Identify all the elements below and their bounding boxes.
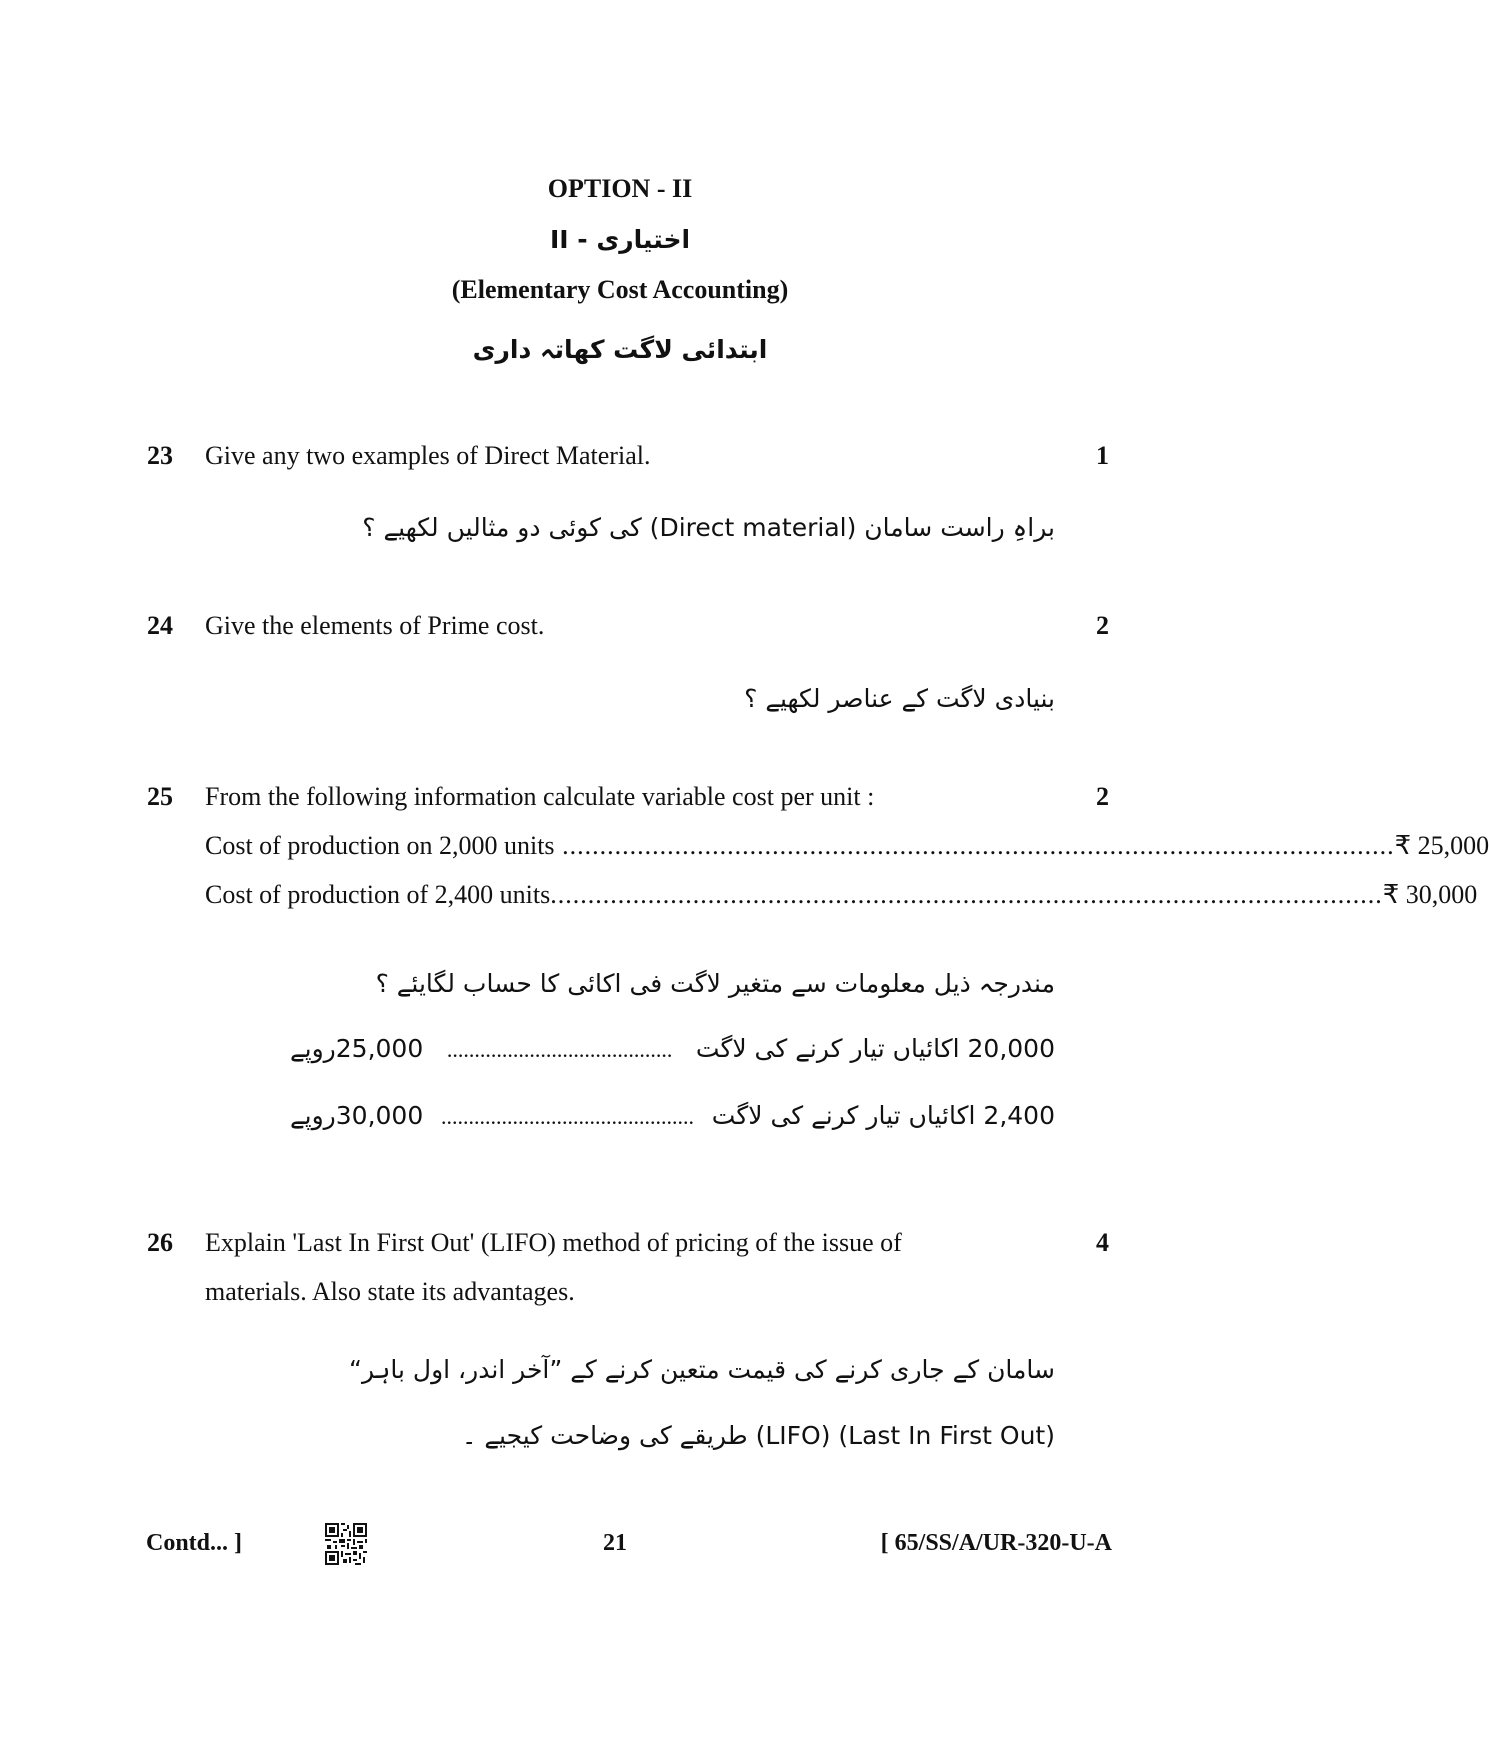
leader-dots: ............................................................................................................... <box>550 880 1383 909</box>
subject-title: (Elementary Cost Accounting) <box>451 275 789 304</box>
option-title: OPTION - II <box>547 174 693 203</box>
question-text: Explain 'Last In First Out' (LIFO) method of pricing of the issue of <box>205 1228 902 1257</box>
question-text-urdu: بنیادی لاگت کے عناصر لکھیے ؟ <box>744 684 1055 713</box>
question-marks: 2 <box>1096 782 1109 811</box>
row-label: Cost of production on 2,000 units <box>205 831 555 860</box>
question-text: Give any two examples of Direct Material. <box>205 441 651 470</box>
question-number: 23 <box>147 441 173 470</box>
data-row <box>205 831 1489 861</box>
question-number: 24 <box>147 611 173 640</box>
question-number: 25 <box>147 782 173 811</box>
question-marks: 1 <box>1096 441 1109 470</box>
question-text-urdu: سامان کے جاری کرنے کی قیمت متعین کرنے کے ”آخر اندر، اول باہر“ <box>349 1355 1055 1384</box>
question-text: Give the elements of Prime cost. <box>205 611 545 640</box>
row-label: Cost of production of 2,400 units <box>205 880 551 909</box>
question-text: From the following information calculate variable cost per unit : <box>205 782 875 811</box>
contd-label: Contd... ] <box>146 1530 243 1556</box>
option-title-urdu: اختیاری - II <box>549 225 691 254</box>
leader-dots: ......................................... <box>446 1037 673 1062</box>
page-number: 21 <box>603 1530 627 1556</box>
data-row-urdu <box>290 1033 1055 1066</box>
leader-dots: .............................................. <box>441 1104 695 1129</box>
question-marks: 4 <box>1096 1228 1109 1257</box>
data-row-urdu <box>290 1100 1055 1133</box>
row-amount: ₹ 25,000 <box>1394 831 1489 860</box>
question-text-urdu: مندرجہ ذیل معلومات سے متغیر لاگت فی اکائی کا حساب لگایئے ؟ <box>375 969 1055 998</box>
row-amount: ₹ 30,000 <box>1382 880 1478 909</box>
question-marks: 2 <box>1096 611 1109 640</box>
data-row <box>205 880 1478 910</box>
row-amount-urdu: 30,000روپے <box>290 1101 424 1130</box>
question-text-urdu: براہِ راست سامان (Direct material) کی کوئی دو مثالیں لکھیے ؟ <box>362 513 1055 542</box>
question-number: 26 <box>147 1228 173 1257</box>
question-text: materials. Also state its advantages. <box>205 1277 575 1306</box>
qr-code-icon <box>325 1523 367 1565</box>
subject-title-urdu: ابتدائی لاگت کھاتہ داری <box>472 335 768 364</box>
leader-dots: ............................................................................................................... <box>554 831 1395 860</box>
row-amount-urdu: 25,000روپے <box>290 1034 424 1063</box>
row-label-urdu: 20,000 اکائیاں تیار کرنے کی لاگت <box>695 1034 1055 1063</box>
row-label-urdu: 2,400 اکائیاں تیار کرنے کی لاگت <box>711 1101 1055 1130</box>
question-text-urdu: (Last In First Out) (LIFO) طریقے کی وضاحت کیجیے ۔ <box>461 1421 1055 1450</box>
paper-code: [ 65/SS/A/UR-320-U-A <box>880 1530 1112 1556</box>
